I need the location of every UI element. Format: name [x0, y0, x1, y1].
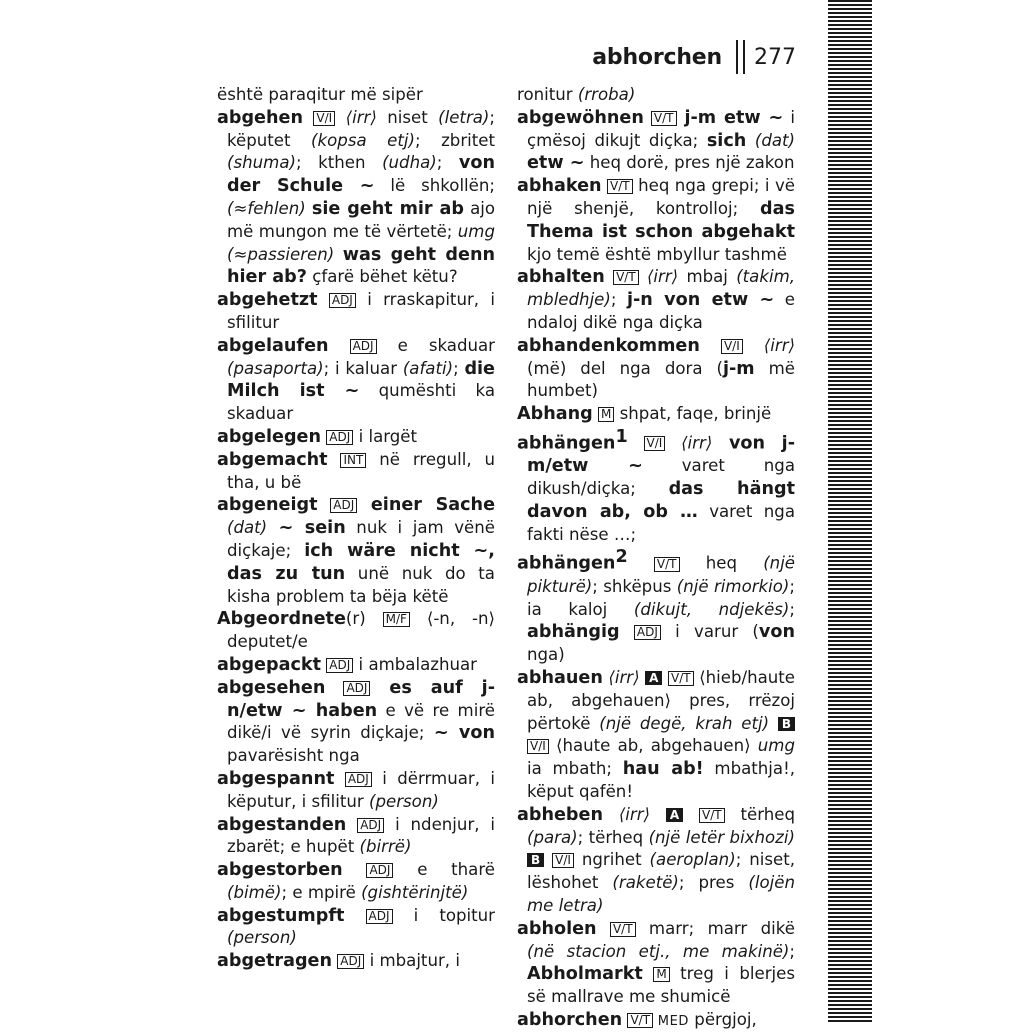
pos-label: ADJ — [330, 498, 357, 513]
pos-label: V/T — [610, 922, 636, 937]
entry-abhaengen-1: abhängen$^1$ V/I ⟨irr⟩ von j-m/etw ~ varet nga dikush/diçka; das hängt davon ab, ob … varet nga fakti nëse …; — [517, 426, 795, 544]
pos-label: ADJ — [350, 339, 377, 354]
headword: abgehetzt — [217, 290, 318, 311]
left-column — [217, 84, 495, 973]
headword: abgemacht — [217, 449, 328, 470]
headword: abhängen — [517, 433, 616, 454]
entry-abhalten: abhalten V/T ⟨irr⟩ mbaj (takim, mbledhje); j-n von etw ~ e ndaloj dikë nga diçka — [517, 267, 796, 332]
pos-label: V/T — [668, 671, 694, 686]
entry-abgetragen: abgetragen ADJ i mbajtur, i — [217, 951, 460, 972]
headword: abgehen — [217, 107, 303, 128]
pos-label: V/T — [651, 111, 677, 126]
pos-label: ADJ — [337, 954, 364, 969]
header-divider — [736, 40, 745, 74]
headword: abhauen — [517, 667, 603, 688]
pos-label: ADJ — [634, 625, 661, 640]
entry-abgesehen: abgesehen ADJ es auf j-n/etw ~ haben e vë re mirë dikë/i vë syrin diçkaje; ~ von pavarësisht nga — [217, 677, 496, 766]
headword: abgestumpft — [217, 905, 345, 926]
pos-label: ADJ — [357, 818, 384, 833]
pos-label: ADJ — [329, 293, 356, 308]
entry-abholen: abholen V/T marr; marr dikë (në stacion etj., me makinë); Abholmarkt M treg i blerjes së mallrave me shumicë — [517, 918, 796, 1007]
sense-marker-b: B — [778, 717, 795, 731]
guide-word: abhorchen — [592, 44, 722, 70]
headword: abgestanden — [217, 814, 347, 835]
headword: abhaken — [517, 176, 602, 197]
entry-abgewoehnen: abgewöhnen V/T j-m etw ~ i çmësoj dikujt diçka; sich (dat) etw ~ heq dorë, pres një zakon — [517, 107, 795, 174]
pos-label: V/T — [654, 557, 680, 572]
entry-abhorchen: abhorchen V/T MED përgjoj, — [517, 1009, 757, 1030]
sense-marker-a: A — [666, 808, 683, 822]
headword: Abgeordnete — [217, 609, 346, 630]
pos-label: M/F — [383, 612, 410, 627]
entry-abgeordnete: Abgeordnete(r) M/F ⟨-n, -n⟩ deputet/e — [217, 609, 495, 652]
entry-abhandenkommen: abhandenkommen V/I ⟨irr⟩ (më) del nga dora (j-m më humbet) — [517, 335, 796, 401]
pos-label: V/I — [644, 436, 666, 451]
pos-label: ADJ — [345, 772, 372, 787]
headword: abgeneigt — [217, 495, 318, 516]
entry-abgehetzt: abgehetzt ADJ i rraskapitur, i sfilitur — [217, 290, 495, 332]
entry-abgepackt: abgepackt ADJ i ambalazhuar — [217, 654, 477, 675]
entry-abgestorben: abgestorben ADJ e tharë (bimë); e mpirë (gishtërinjtë) — [217, 860, 495, 902]
headword: abgelegen — [217, 426, 322, 447]
pos-label: ADJ — [366, 863, 393, 878]
pos-label: ADJ — [343, 681, 370, 696]
entry-abgestumpft: abgestumpft ADJ i topitur (person) — [217, 905, 495, 948]
entry-abhauen: abhauen ⟨irr⟩ A V/T ⟨hieb/haute ab, abgehauen⟩ pres, rrëzoj përtokë (një degë, krah etj) B V/I ⟨haute ab, abgehauen⟩ umg ia mbath; hau ab! mbathja!, këput qafën! — [517, 667, 795, 801]
entry-abgelaufen: abgelaufen ADJ e skaduar (pasaporta); i kaluar (afati); die Milch ist ~ qumështi ka skaduar — [217, 335, 495, 424]
sense-marker-b: B — [527, 853, 544, 867]
headword: abhängen — [517, 554, 616, 574]
headword: abhalten — [517, 267, 605, 288]
pos-label: V/T — [699, 808, 725, 823]
entry-abgelegen: abgelegen ADJ i largët — [217, 426, 418, 447]
pos-label: V/I — [721, 339, 743, 354]
right-column — [517, 84, 795, 1034]
page-number: 277 — [754, 44, 796, 70]
entry-abgehen: abgehen V/I ⟨irr⟩ niset (letra); këputet (kopsa etj); zbritet (shuma); kthen (udha); von der Schule ~ lë shkollën; (≈fehlen) sie geht mir ab ajo më mungon me të vërtetë; umg (≈passieren) was geht denn hier ab? çfarë bëhet këtu? — [217, 107, 496, 288]
entry-abgemacht: abgemacht INT në rregull, u tha, u bë — [217, 449, 496, 492]
edge-barcode-strip — [828, 0, 872, 1024]
pos-label: M — [598, 407, 614, 422]
headword: abgesehen — [217, 677, 326, 698]
pos-label: V/T — [627, 1013, 653, 1028]
headword: abgestorben — [217, 860, 343, 881]
entry-abhaken: abhaken V/T heq nga grepi; i vë një shenjë, kontrolloj; das Thema ist schon abgehakt kjo temë është mbyllur tashmë — [517, 176, 795, 264]
headword: abholen — [517, 918, 597, 939]
headword: abhandenkommen — [517, 335, 700, 356]
headword: abgespannt — [217, 768, 335, 789]
entry-abhaengen-2: abhängen$^2$ V/T heq (një pikturë); shkëpus (një rimorkio); ia kaloj (dikujt, ndjekës); abhängig ADJ i varur (von nga) — [517, 547, 796, 665]
pos-label: V/T — [613, 270, 639, 285]
pos-label: V/I — [552, 853, 574, 868]
headword: Abhang — [517, 404, 593, 425]
headword: abgetragen — [217, 951, 333, 972]
pos-label: ADJ — [326, 658, 353, 673]
pos-label: V/I — [527, 739, 549, 754]
headword: abhorchen — [517, 1009, 623, 1030]
headword: abheben — [517, 804, 603, 825]
entry-abgespannt: abgespannt ADJ i dërrmuar, i këputur, i sfilitur (person) — [217, 768, 495, 811]
entry-abgestanden: abgestanden ADJ i ndenjur, i zbarët; e hupët (birrë) — [217, 814, 496, 857]
entry-abgeneigt: abgeneigt ADJ einer Sache (dat) ~ sein nuk i jam vënë diçkaje; ich wäre nicht ~, das zu tun unë nuk do ta kisha problem ta bëja këtë — [217, 495, 496, 606]
headword: abgelaufen — [217, 335, 329, 356]
sense-marker-a: A — [645, 671, 662, 685]
continuation-line: është paraqitur më sipër — [217, 85, 423, 104]
pos-label: INT — [340, 453, 366, 468]
running-header — [592, 40, 796, 74]
pos-label: M — [653, 967, 669, 982]
pos-label: ADJ — [326, 430, 353, 445]
headword: abgewöhnen — [517, 107, 644, 128]
entry-abhang: Abhang M shpat, faqe, brinjë — [517, 404, 772, 425]
continuation-line: ronitur (rroba) — [517, 85, 636, 104]
pos-label: ADJ — [366, 909, 393, 924]
headword: abgepackt — [217, 654, 321, 675]
pos-label: V/T — [607, 179, 633, 194]
entry-abheben: abheben ⟨irr⟩ A V/T tërheq (para); tërheq (një letër bixhozi) B V/I ngrihet (aeroplan); niset, lëshohet (raketë); pres (lojën me letra) — [517, 804, 795, 915]
pos-label: V/I — [313, 111, 335, 126]
